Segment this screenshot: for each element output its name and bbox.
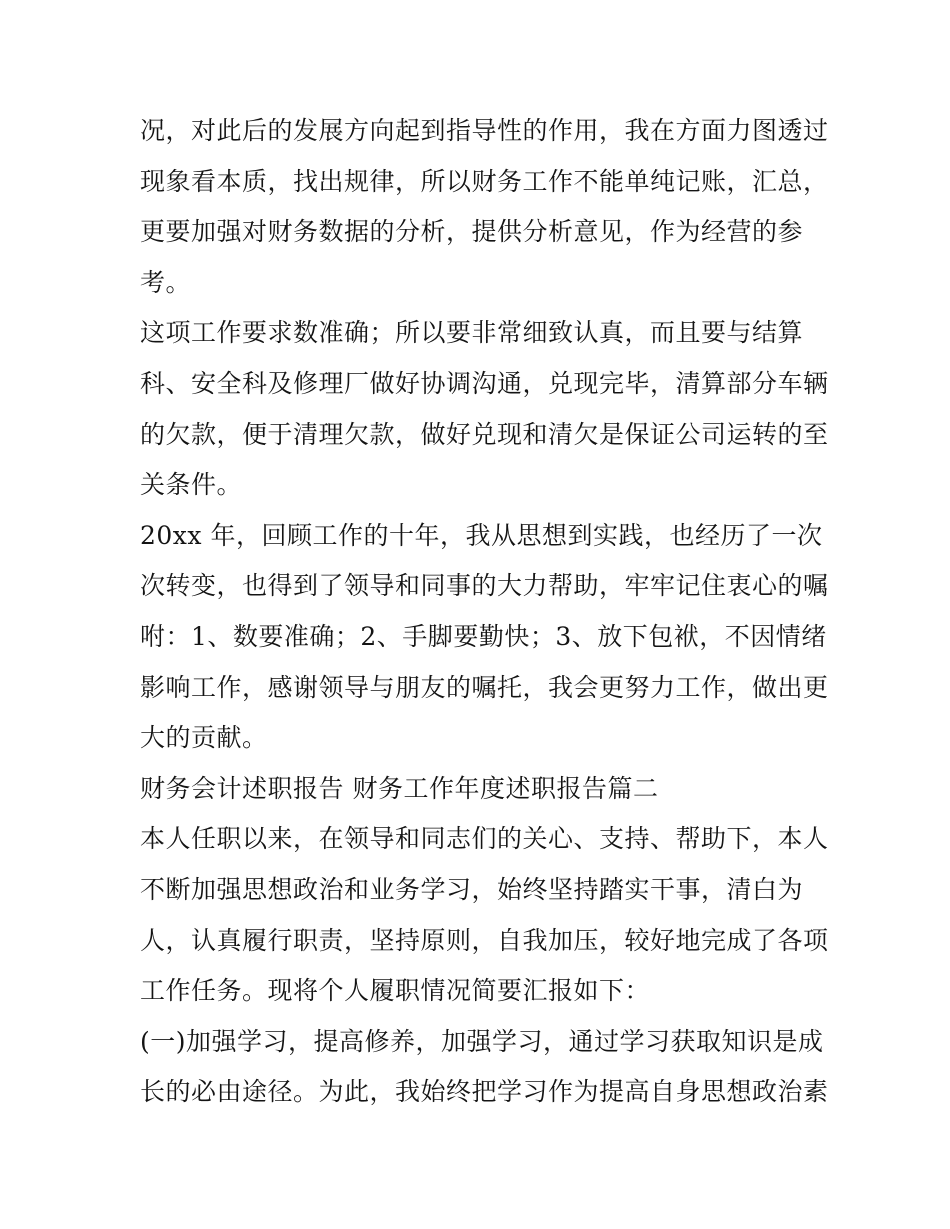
- text-line: (一)加强学习，提高修养，加强学习，通过学习获取知识是成: [140, 1026, 824, 1056]
- text-line: 的欠款，便于清理欠款，做好兑现和清欠是保证公司运转的至: [140, 419, 829, 449]
- text-line: 这项工作要求数准确；所以要非常细致认真，而且要与结算: [140, 318, 804, 348]
- text-line: 关条件。: [140, 470, 243, 500]
- text-line: 长的必由途径。为此，我始终把学习作为提高自身思想政治素: [140, 1077, 829, 1107]
- text-line: 不断加强思想政治和业务学习，始终坚持踏实干事，清白为: [140, 874, 804, 904]
- text-line: 次转变，也得到了领导和同事的大力帮助，牢牢记住衷心的嘱: [140, 571, 829, 601]
- section-heading: 财务会计述职报告 财务工作年度述职报告篇二: [140, 773, 659, 803]
- text-line: 况，对此后的发展方向起到指导性的作用，我在方面力图透过: [140, 116, 829, 145]
- text-line: 咐：1、数要准确；2、手脚要勤快；3、放下包袱，不因情绪: [140, 621, 827, 651]
- text-line: 现象看本质，找出规律，所以财务工作不能单纯记账，汇总，: [140, 166, 829, 196]
- text-line: 更要加强对财务数据的分析，提供分析意见，作为经营的参: [140, 217, 804, 247]
- document-body: [140, 106, 829, 1118]
- text-line: 工作任务。现将个人履职情况简要汇报如下：: [140, 976, 651, 1006]
- text-line: 20xx 年，回顾工作的十年，我从思想到实践，也经历了一次: [140, 520, 823, 550]
- text-line: 大的贡献。: [140, 723, 268, 753]
- text-line: 本人任职以来，在领导和同志们的关心、支持、帮助下，本人: [140, 824, 829, 854]
- text-line: 人，认真履行职责，坚持原则，自我加压，较好地完成了各项: [140, 925, 829, 955]
- text-line: 影响工作，感谢领导与朋友的嘱托，我会更努力工作，做出更: [140, 672, 829, 702]
- text-line: 考。: [140, 267, 192, 297]
- text-line: 科、安全科及修理厂做好协调沟通，兑现完毕，清算部分车辆: [140, 368, 829, 398]
